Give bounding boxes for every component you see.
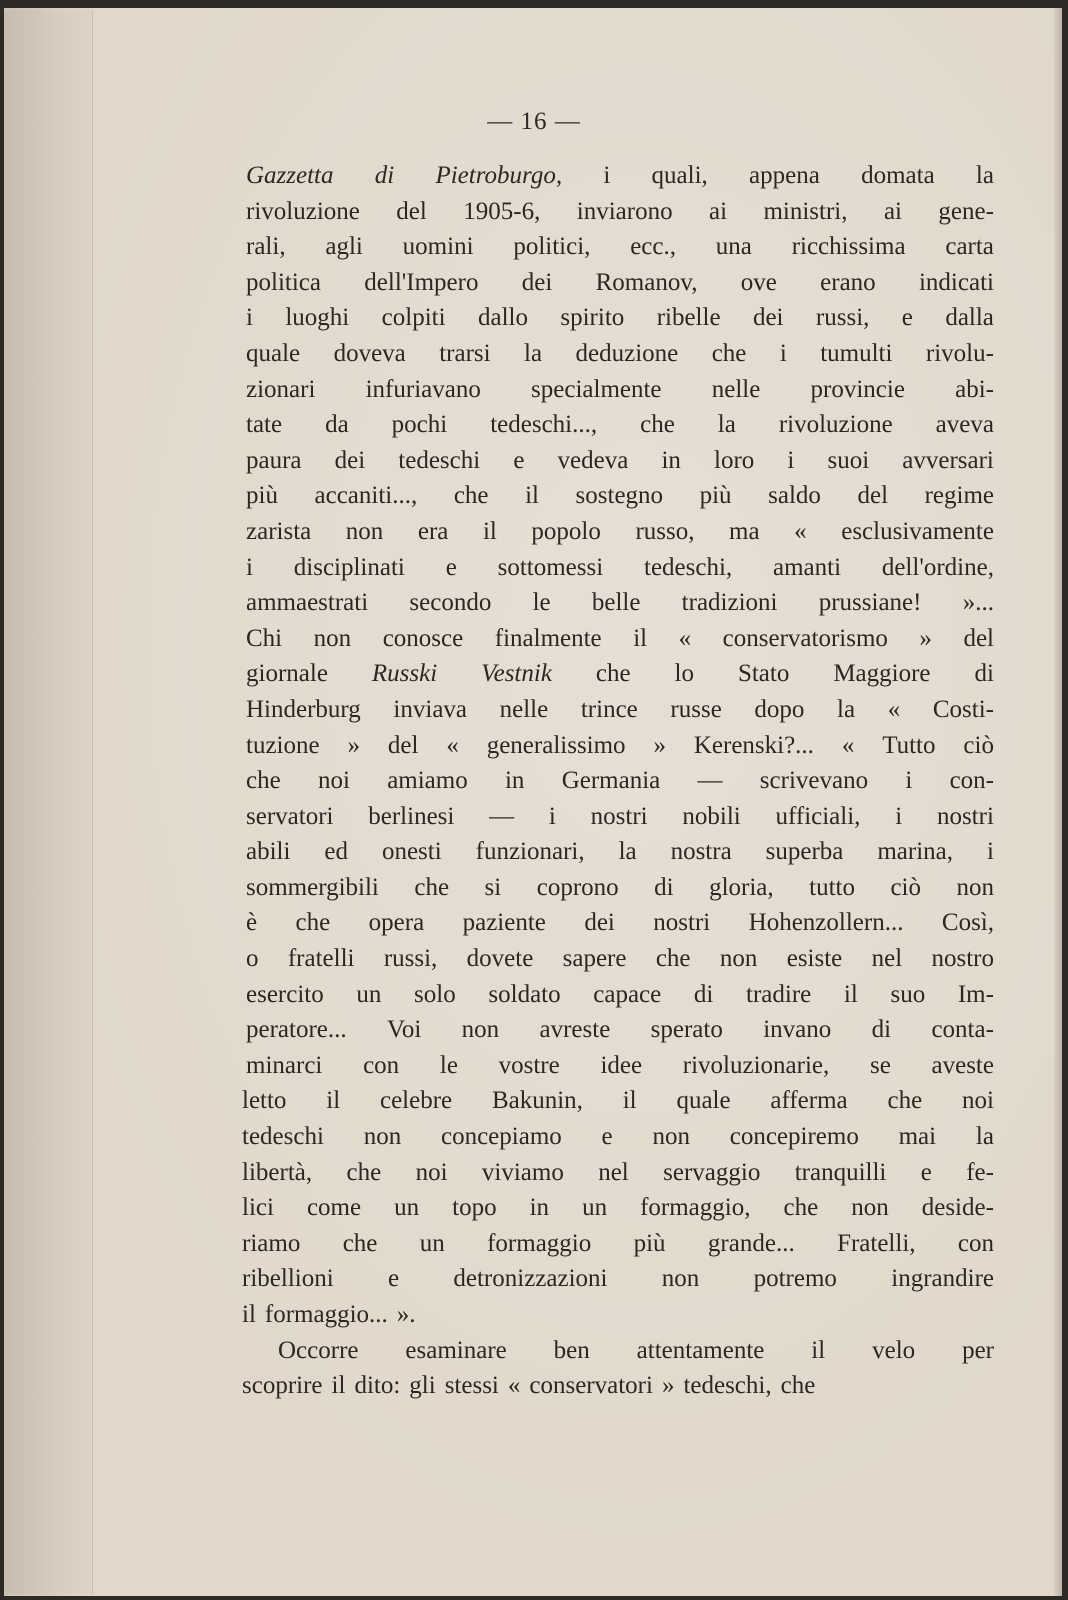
text-line: politica dell'Impero dei Romanov, ove erano indicati: [246, 268, 994, 296]
text-line: peratore... Voi non avreste sperato invano di conta-: [246, 1016, 994, 1044]
text-line: lici come un topo in un formaggio, che non deside-: [242, 1194, 994, 1222]
text-line: zarista non era il popolo russo, ma « esclusivamente: [246, 517, 994, 545]
text-line: libertà, che noi viviamo nel servaggio tranquilli e fe-: [242, 1158, 994, 1186]
text-line: tuzione » del « generalissimo » Kerenski?... « Tutto ciò: [246, 731, 994, 759]
text-line: Hinderburg inviava nelle trince russe dopo la « Costi-: [246, 695, 994, 723]
body-text: [242, 158, 994, 1404]
text-line: paura dei tedeschi e vedeva in loro i suoi avversari: [246, 446, 994, 474]
text-line: minarci con le vostre idee rivoluzionarie, se aveste: [246, 1051, 994, 1079]
text-line: che noi amiamo in Germania — scrivevano i con-: [246, 767, 994, 795]
text-line: sommergibili che si coprono di gloria, tutto ciò non: [246, 873, 994, 901]
text-line: ammaestrati secondo le belle tradizioni prussiane! »...: [246, 589, 994, 617]
text-line: più accaniti..., che il sostegno più saldo del regime: [246, 482, 994, 510]
text-line: abili ed onesti funzionari, la nostra superba marina, i: [246, 838, 994, 866]
text-line: tedeschi non concepiamo e non concepiremo mai la: [242, 1123, 994, 1151]
text-line: è che opera paziente dei nostri Hohenzollern... Così,: [246, 909, 994, 937]
text-line: Occorre esaminare ben attentamente il velo per: [278, 1336, 994, 1364]
page-number: — 16 —: [487, 108, 581, 135]
text-line: i disciplinati e sottomessi tedeschi, amanti dell'ordine,: [246, 553, 994, 581]
text-line: servatori berlinesi — i nostri nobili ufficiali, i nostri: [246, 802, 994, 830]
text-line: i luoghi colpiti dallo spirito ribelle dei russi, e dalla: [246, 304, 994, 332]
text-line: ribellioni e detronizzazioni non potremo ingrandire: [242, 1265, 994, 1293]
text-line: esercito un solo soldato capace di tradire il suo Im-: [246, 980, 994, 1008]
text-line: Gazzetta di Pietroburgo, i quali, appena domata la: [246, 162, 994, 189]
text-line: riamo che un formaggio più grande... Fratelli, con: [242, 1229, 994, 1257]
text-line: letto il celebre Bakunin, il quale afferma che noi: [242, 1087, 994, 1115]
page-edge: [1054, 8, 1062, 1596]
text-line: il formaggio... ».: [242, 1301, 416, 1328]
binding-strip: [4, 10, 93, 1594]
text-line: quale doveva trarsi la deduzione che i tumulti rivolu-: [246, 339, 994, 367]
text-line: rali, agli uomini politici, ecc., una ricchissima carta: [246, 233, 994, 261]
text-line: Chi non conosce finalmente il « conservatorismo » del: [246, 624, 994, 652]
text-line: zionari infuriavano specialmente nelle provincie abi-: [246, 375, 994, 403]
text-line: scoprire il dito: gli stessi « conservatori » tedeschi, che: [242, 1372, 816, 1400]
text-line: o fratelli russi, dovete sapere che non esiste nel nostro: [246, 945, 994, 973]
text-line: giornale Russki Vestnik che lo Stato Maggiore di: [246, 660, 994, 688]
text-line: tate da pochi tedeschi..., che la rivoluzione aveva: [246, 411, 994, 439]
text-line: rivoluzione del 1905-6, inviarono ai ministri, ai gene-: [246, 197, 994, 225]
